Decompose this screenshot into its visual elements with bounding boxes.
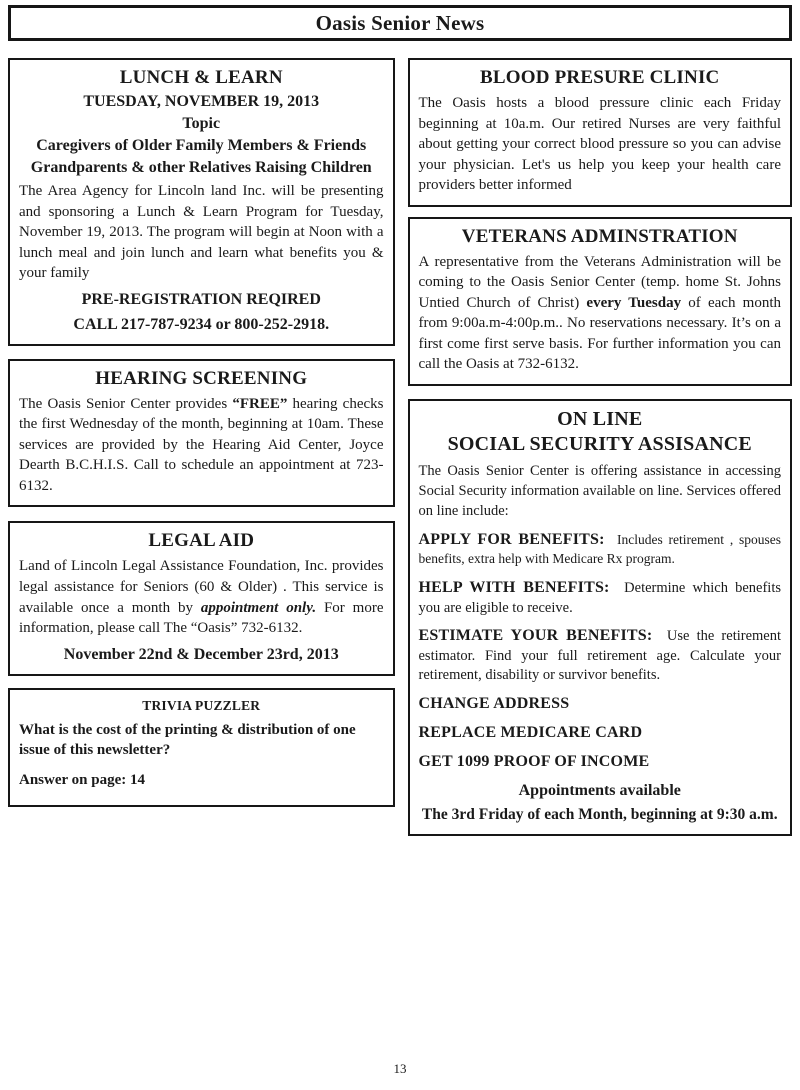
ss-item-apply-for-benefits — [419, 530, 782, 570]
ss-item-label: HELP WITH BENEFITS: — [418, 578, 610, 596]
ss-item-label: REPLACE MEDICARE CARD — [418, 723, 643, 741]
ss-item-label: APPLY FOR BENEFITS: — [418, 530, 605, 548]
hearing-heading: HEARING SCREENING — [95, 367, 308, 389]
legal-aid-body-post: For more information, please call The “Oasis” 732-6132. — [19, 599, 384, 637]
ss-appointments-available: Appointments available — [518, 782, 681, 800]
legal-aid-dates: November 22nd & December 23rd, 2013 — [63, 645, 339, 663]
ss-item-text: Includes retirement , spouses benefits, extra help with Medicare Rx program. — [418, 531, 781, 567]
veterans-heading: VETERANS ADMINSTRATION — [461, 225, 738, 247]
lunch-learn-call-line: CALL 217-787-9234 or 800-252-2918. — [73, 315, 330, 333]
trivia-heading: TRIVIA PUZZLER — [142, 697, 261, 713]
ss-item-label: GET 1099 PROOF OF INCOME — [418, 752, 650, 770]
section-veterans-administration — [408, 217, 793, 386]
lunch-learn-topic-label: Topic — [182, 115, 221, 132]
veterans-body-post: of each month from 9:00a.m-4:00p.m.. No reservations necessary. It’s on a first come first serve basis. For further information you can call the Oasis at 732-6132. — [418, 294, 781, 373]
section-trivia-puzzler — [8, 688, 395, 808]
page-number: 13 — [393, 1061, 407, 1076]
newsletter-header — [8, 5, 792, 41]
trivia-answer: Answer on page: 14 — [19, 771, 145, 788]
ss-appointments-detail: The 3rd Friday of each Month, beginning at 9:30 a.m. — [421, 806, 778, 824]
left-column — [8, 58, 395, 849]
trivia-question: What is the cost of the printing & distribution of one issue of this newsletter? — [19, 721, 356, 759]
ss-item-get-1099-proof-of-income — [419, 752, 782, 773]
blood-pressure-heading: BLOOD PRESURE CLINIC — [480, 67, 720, 88]
lunch-learn-topic-line1: Caregivers of Older Family Members & Friends — [36, 137, 367, 154]
hearing-body-post: hearing checks the first Wednesday of the month, beginning at 10am. These services are provided by the Hearing Aid Center, Joyce Dearth B.C.H.I.S. Call to schedule an appointment at 723-6132. — [19, 395, 384, 494]
hearing-body-pre: The Oasis Senior Center provides — [19, 395, 233, 412]
right-column — [408, 58, 793, 849]
section-lunch-and-learn — [8, 58, 395, 346]
veterans-body-pre: A representative from the Veterans Administration will be coming to the Oasis Senior Center (temp. home St. Johns Untied Church of Christ) — [418, 253, 781, 311]
legal-aid-appointment-only: appointment only. — [200, 599, 317, 616]
social-security-intro: The Oasis Senior Center is offering assistance in accessing Social Security information available on line. Services offered on line include: — [418, 463, 781, 519]
social-security-heading-line1: ON LINE — [557, 408, 643, 431]
ss-item-replace-medicare-card — [419, 723, 782, 744]
blood-pressure-body: The Oasis hosts a blood pressure clinic each Friday beginning at 10a.m. Our retired Nurses are very faithful about getting your correct blood pressure so you can advise your physician. Let's us help you keep your health care providers better informed — [418, 95, 781, 194]
ss-item-estimate-your-benefits — [419, 626, 782, 686]
ss-item-label: CHANGE ADDRESS — [418, 694, 570, 712]
ss-item-text: Use the retirement estimator. Find your full retirement age. Calculate your retirement, disability or survivor benefits. — [418, 628, 782, 684]
ss-item-help-with-benefits — [419, 578, 782, 618]
ss-item-label: ESTIMATE YOUR BENEFITS: — [418, 627, 653, 645]
lunch-learn-topic-line2: Grandparents & other Relatives Raising Children — [30, 159, 372, 176]
lunch-learn-date: TUESDAY, NOVEMBER 19, 2013 — [83, 93, 320, 110]
ss-item-change-address — [419, 694, 782, 715]
section-legal-aid — [8, 521, 395, 675]
section-blood-pressure-clinic — [408, 58, 793, 207]
hearing-body — [19, 394, 384, 497]
content-columns — [0, 41, 800, 849]
veterans-body — [419, 252, 782, 375]
hearing-body-free: “FREE” — [232, 395, 288, 412]
ss-item-text: Determine which benefits you are eligible to receive. — [418, 579, 782, 616]
section-hearing-screening — [8, 359, 395, 508]
veterans-every-tuesday: every Tuesday — [586, 294, 682, 311]
section-social-security-assistance — [408, 399, 793, 836]
social-security-heading-line2: SOCIAL SECURITY ASSISANCE — [447, 433, 752, 456]
legal-aid-heading: LEGAL AID — [148, 530, 255, 552]
legal-aid-body-pre: Land of Lincoln Legal Assistance Foundation, Inc. provides legal assistance for Seniors (60 & Older) . This service is available once a month by — [19, 558, 384, 616]
newsletter-title: Oasis Senior News — [315, 10, 485, 35]
lunch-learn-body: The Area Agency for Lincoln land Inc. will be presenting and sponsoring a Lunch & Learn Program for Tuesday, November 19, 2013. The program will begin at Noon with a lunch meal and join lunch and learn what benefits you & your family — [19, 183, 384, 282]
lunch-learn-heading: LUNCH & LEARN — [119, 67, 283, 88]
legal-aid-body — [19, 556, 384, 638]
lunch-learn-pre-registration: PRE-REGISTRATION REQIRED — [81, 290, 321, 308]
